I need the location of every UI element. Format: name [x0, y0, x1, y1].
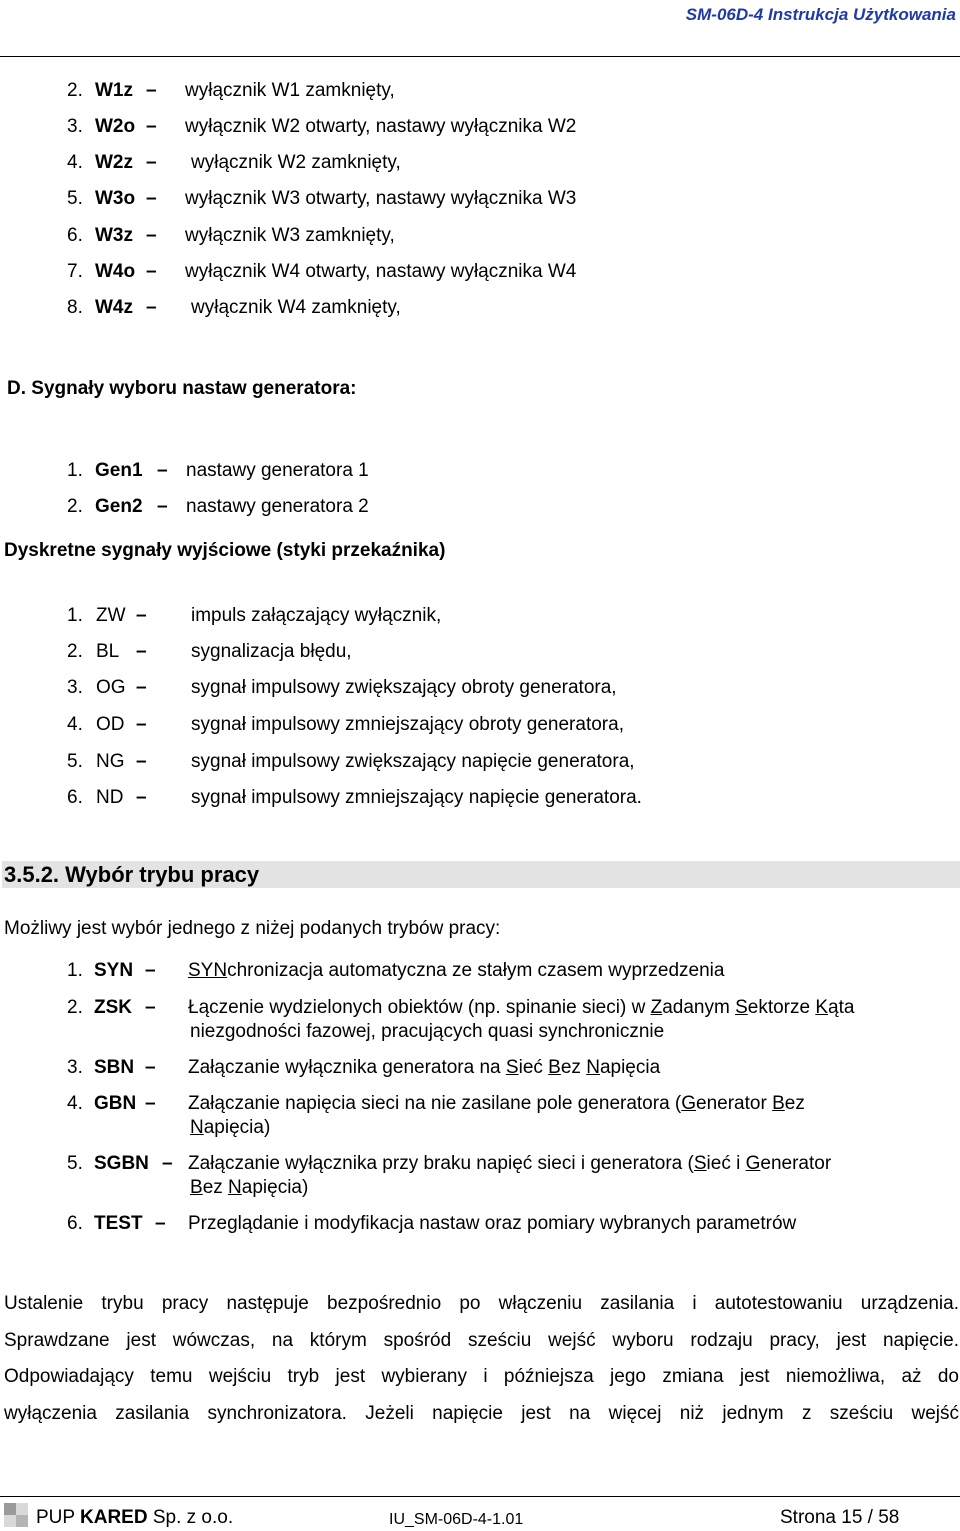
header-divider [0, 56, 960, 57]
paragraph-line: Odpowiadający temu wejściu tryb jest wybierany i późniejsza jego zmiana jest niemożliwa, aż do [4, 1366, 959, 1387]
footer-company: PUP KARED Sp. z o.o. [36, 1507, 234, 1528]
section-352-heading: 3.5.2. Wybór trybu pracy [4, 862, 260, 887]
section-d-heading: D. Sygnały wyboru nastaw generatora: [7, 378, 357, 399]
footer-doc-id: IU_SM-06D-4-1.01 [389, 1511, 524, 1528]
outputs-heading: Dyskretne sygnały wyjściowe (styki przekaźnika) [4, 540, 446, 561]
footer-page-number: Strona 15 / 58 [780, 1507, 900, 1528]
footer-divider [0, 1496, 960, 1497]
paragraph-line: Ustalenie trybu pracy następuje bezpośrednio po włączeniu zasilania i autotestowaniu urządzenia. [4, 1293, 959, 1314]
document-header-title: SM-06D-4 Instrukcja Użytkowania [685, 5, 956, 24]
modes-intro: Możliwy jest wybór jednego z niżej podanych trybów pracy: [4, 918, 501, 939]
paragraph-line: wyłączenia zasilania synchronizatora. Jeżeli napięcie jest na więcej niż jednym z sześciu wejść [4, 1403, 959, 1424]
company-logo-icon [4, 1503, 28, 1527]
paragraph-line: Sprawdzane jest wówczas, na którym spośród sześciu wejść wyboru rodzaju pracy, jest napięcie. [4, 1330, 959, 1351]
